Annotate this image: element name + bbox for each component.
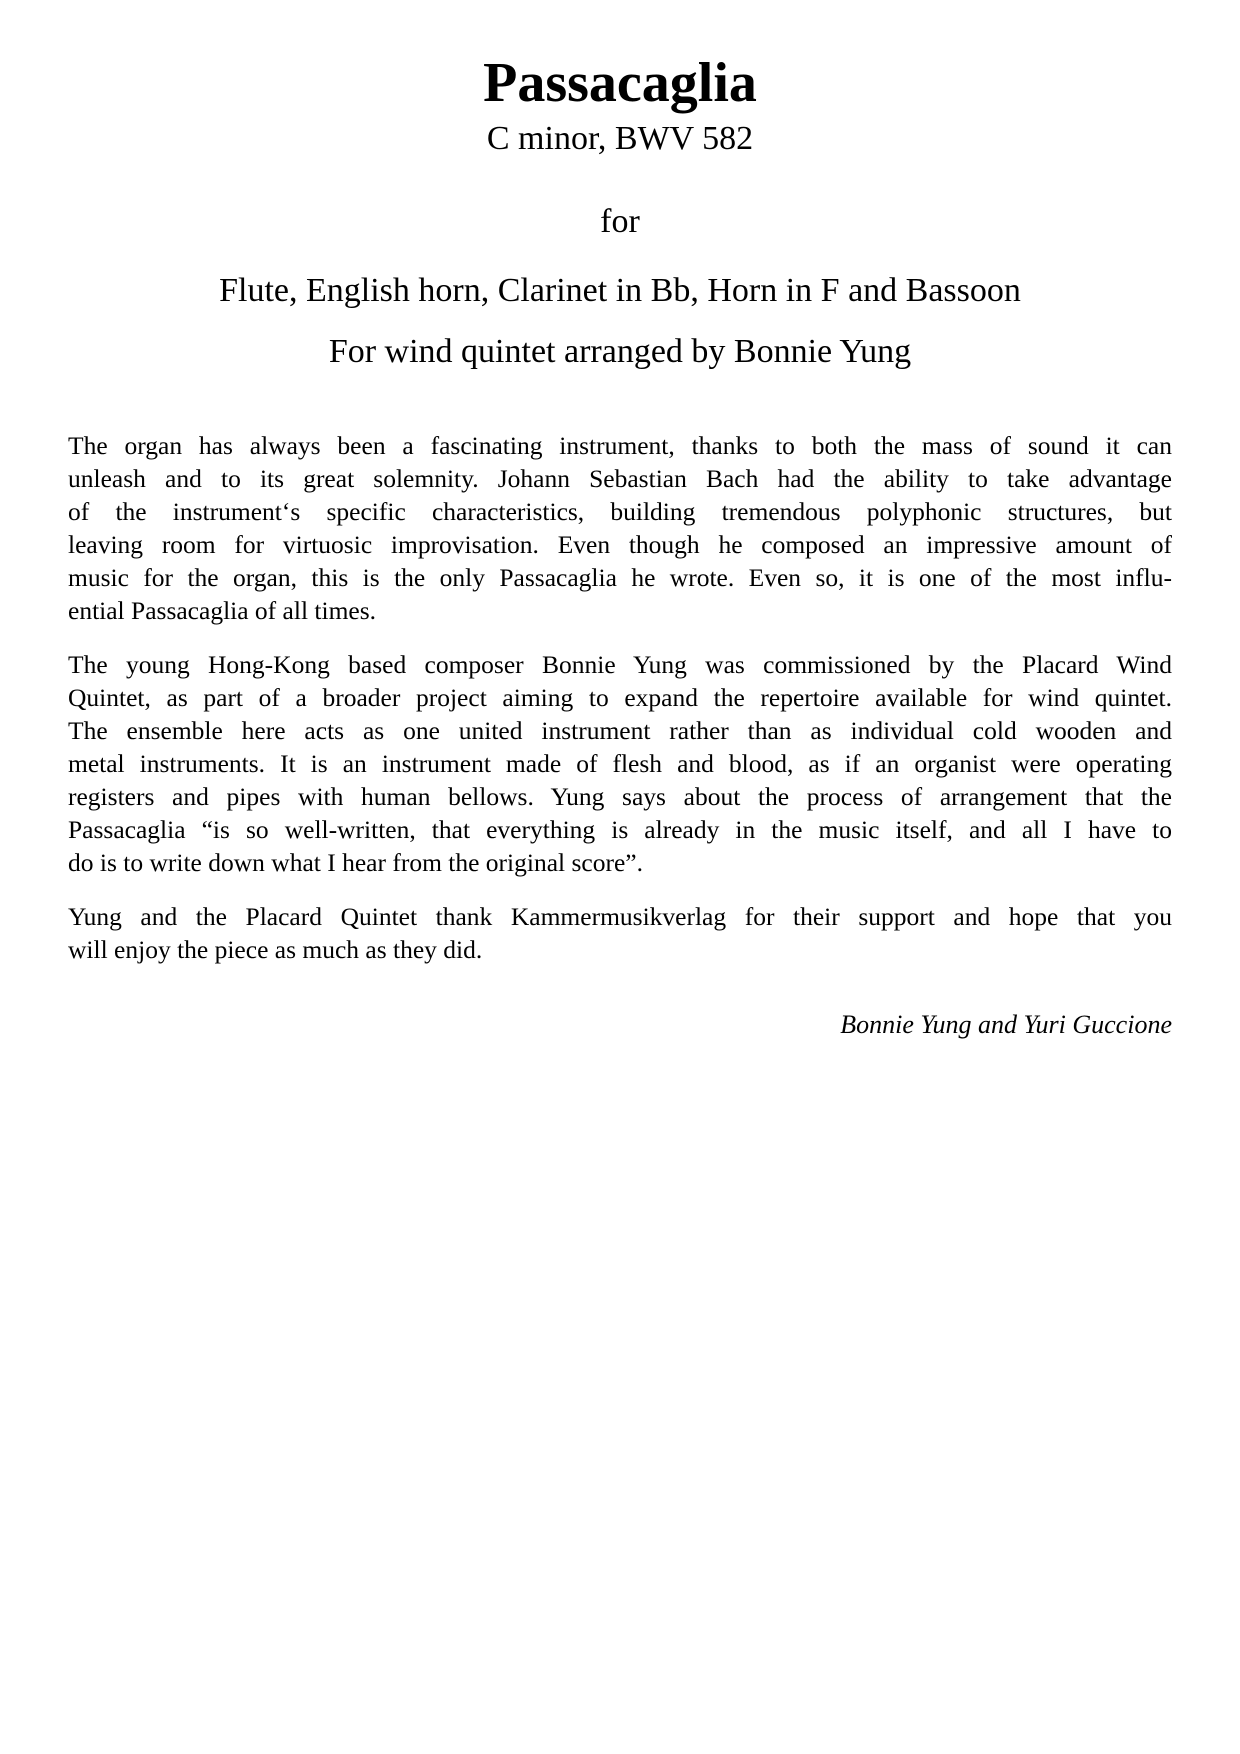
- for-label: for: [600, 202, 640, 240]
- page-title: Passacaglia: [483, 52, 757, 114]
- preface-text: [68, 429, 1172, 966]
- text-line: Yung and the Placard Quintet thank Kammermusikverlag for their support and hope that you: [68, 902, 1172, 932]
- text-line: registers and pipes with human bellows. Yung says about the process of arrangement that the: [68, 782, 1172, 812]
- text-line: of the instrument‘s specific characteristics, building tremendous polyphonic structures, but: [68, 497, 1172, 527]
- text-line: leaving room for virtuosic improvisation. Even though he composed an impressive amount of: [68, 530, 1172, 560]
- paragraph-2: [68, 648, 1172, 879]
- text-line: The young Hong-Kong based composer Bonnie Yung was commissioned by the Placard Wind: [68, 650, 1172, 680]
- text-line: do is to write down what I hear from the original score”.: [68, 848, 643, 878]
- text-line: unleash and to its great solemnity. Johann Sebastian Bach had the ability to take advantage: [68, 464, 1172, 494]
- paragraph-1: [68, 429, 1172, 627]
- instrumentation-line: Flute, English horn, Clarinet in Bb, Horn in F and Bassoon: [219, 271, 1021, 309]
- text-line: Quintet, as part of a broader project aiming to expand the repertoire available for wind quintet.: [68, 683, 1172, 713]
- text-line: The ensemble here acts as one united instrument rather than as individual cold wooden and: [68, 716, 1172, 746]
- text-line: The organ has always been a fascinating instrument, thanks to both the mass of sound it can: [68, 431, 1172, 461]
- arrangement-credit-line: For wind quintet arranged by Bonnie Yung: [328, 333, 912, 370]
- paragraph-3: [68, 900, 1172, 966]
- text-line: Passacaglia “is so well-written, that everything is already in the music itself, and all I have to: [68, 815, 1172, 845]
- text-line: ential Passacaglia of all times.: [68, 596, 377, 626]
- author-signature: Bonnie Yung and Yuri Guccione: [840, 1010, 1172, 1040]
- text-line: metal instruments. It is an instrument made of flesh and blood, as if an organist were operating: [68, 749, 1172, 779]
- text-line: will enjoy the piece as much as they did.: [68, 935, 483, 965]
- work-key-and-catalog: C minor, BWV 582: [486, 119, 754, 157]
- text-line: music for the organ, this is the only Passacaglia he wrote. Even so, it is one of the most influ-: [68, 563, 1172, 593]
